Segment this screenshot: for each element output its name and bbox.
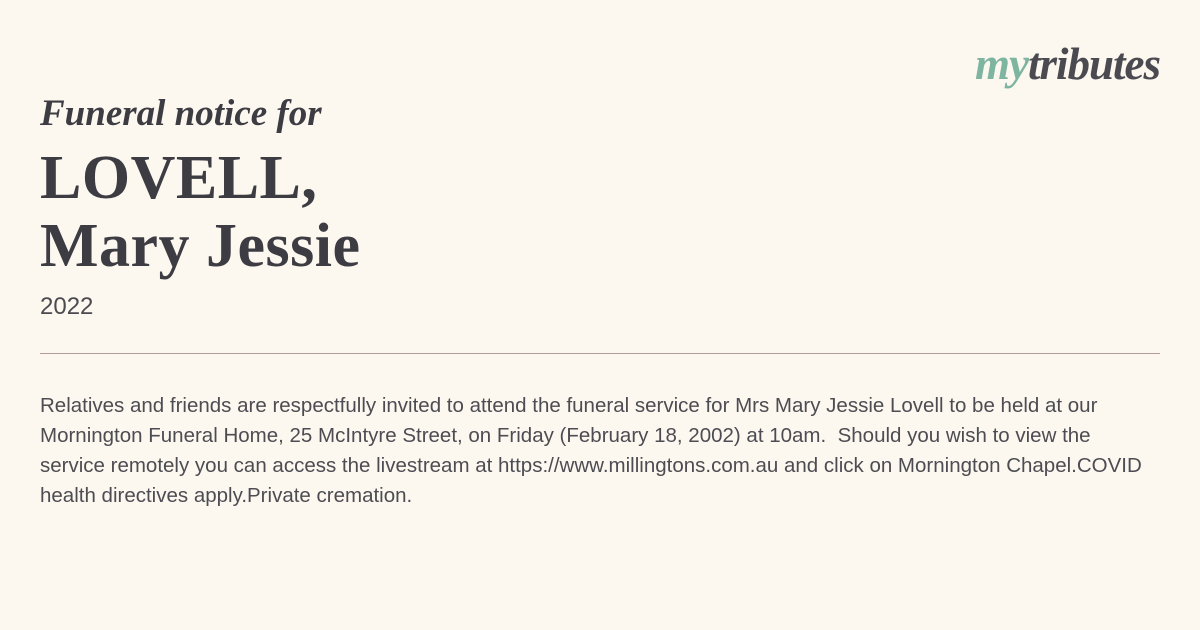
- notice-year: 2022: [40, 293, 94, 320]
- mytributes-logo: [975, 40, 1160, 88]
- header: [40, 40, 1160, 90]
- logo-suffix: tributes: [1027, 39, 1160, 89]
- deceased-name-heading: [40, 144, 1160, 280]
- notice-body-text: Relatives and friends are respectfully invited to attend the funeral service for Mrs Mary Jessie Lovell to be held at our Mornington Funeral Home, 25 McIntyre Street, on Friday (February 18, 2002) at 10am. Should you wish to view the service remotely you can access the livestream at https://www.millingtons.com.au and click on Mornington Chapel.COVID health directives apply.Private cremation.: [40, 394, 1148, 507]
- logo-prefix: my: [974, 39, 1028, 89]
- deceased-given-names: Mary Jessie: [40, 212, 361, 280]
- notice-kicker: Funeral notice for: [40, 93, 322, 134]
- deceased-surname: LOVELL,: [40, 144, 318, 212]
- divider-rule: [40, 353, 1160, 354]
